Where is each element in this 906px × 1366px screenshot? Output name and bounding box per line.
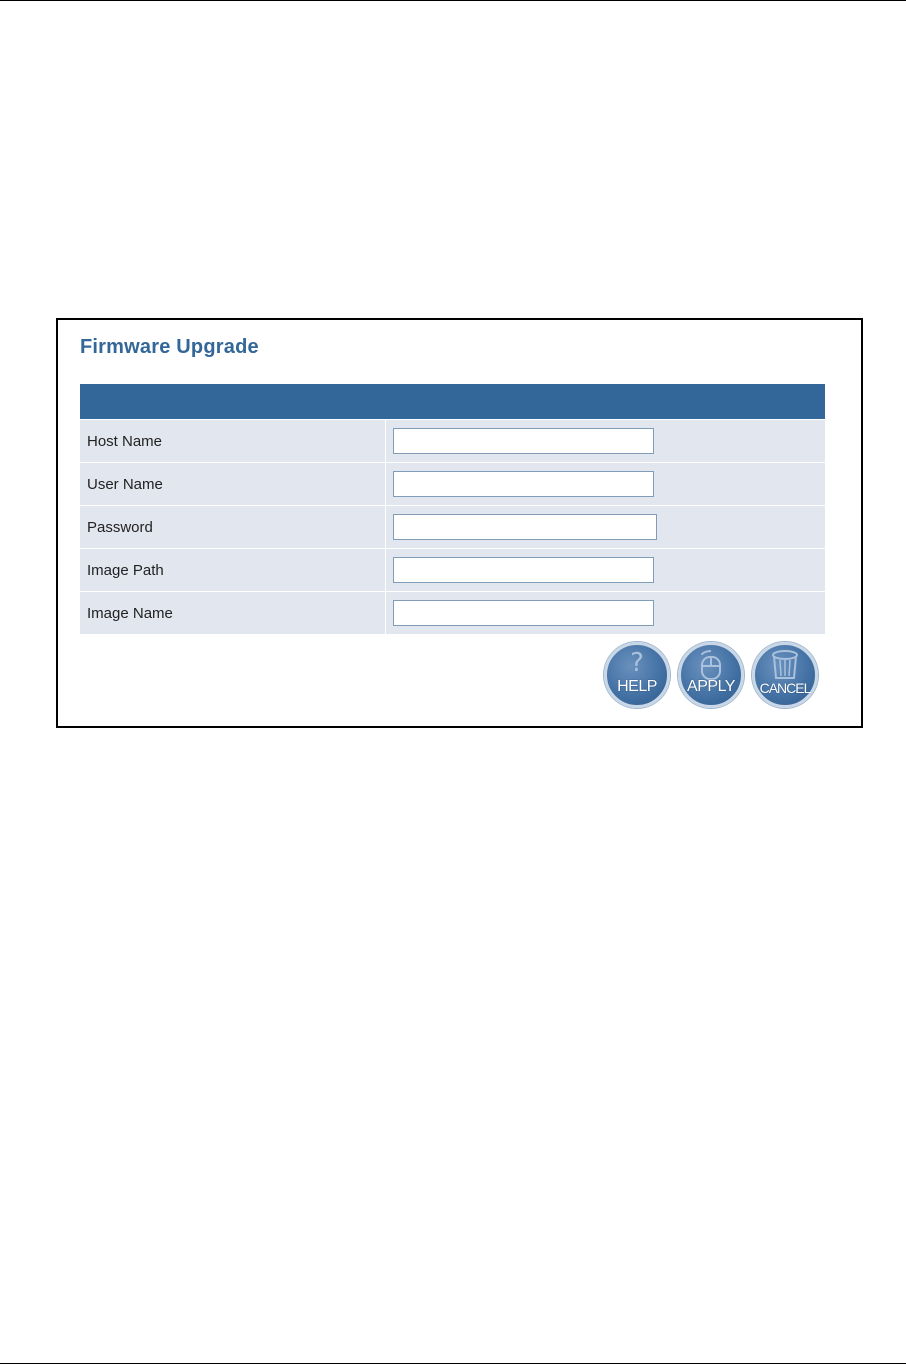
apply-button[interactable] bbox=[678, 642, 744, 708]
image-name-input[interactable] bbox=[393, 600, 654, 626]
question-icon: ? bbox=[630, 648, 644, 678]
firmware-upgrade-panel bbox=[56, 318, 863, 728]
image-name-label: Image Name bbox=[80, 592, 386, 634]
user-name-label: User Name bbox=[80, 463, 386, 505]
form-row-password bbox=[80, 505, 825, 548]
form-row-image-path bbox=[80, 548, 825, 591]
image-path-label: Image Path bbox=[80, 549, 386, 591]
trash-can-icon bbox=[768, 648, 802, 682]
password-input[interactable] bbox=[393, 514, 657, 540]
user-name-input[interactable] bbox=[393, 471, 654, 497]
firmware-upgrade-form bbox=[80, 384, 825, 634]
host-name-label: Host Name bbox=[80, 420, 386, 462]
password-label: Password bbox=[80, 506, 386, 548]
page-title: Firmware Upgrade bbox=[80, 336, 259, 358]
image-path-input[interactable] bbox=[393, 557, 654, 583]
cancel-button[interactable] bbox=[752, 642, 818, 708]
page-bottom-rule bbox=[0, 1363, 906, 1364]
apply-button-label: APPLY bbox=[687, 678, 735, 695]
form-header-bar bbox=[80, 384, 825, 419]
host-name-input[interactable] bbox=[393, 428, 654, 454]
help-button-label: HELP bbox=[617, 678, 657, 695]
help-button[interactable] bbox=[604, 642, 670, 708]
cancel-button-label: CANCEL bbox=[759, 680, 811, 696]
form-row-host-name bbox=[80, 419, 825, 462]
form-row-image-name bbox=[80, 591, 825, 634]
action-buttons bbox=[604, 642, 818, 708]
form-row-user-name bbox=[80, 462, 825, 505]
page-top-rule bbox=[0, 0, 906, 1]
